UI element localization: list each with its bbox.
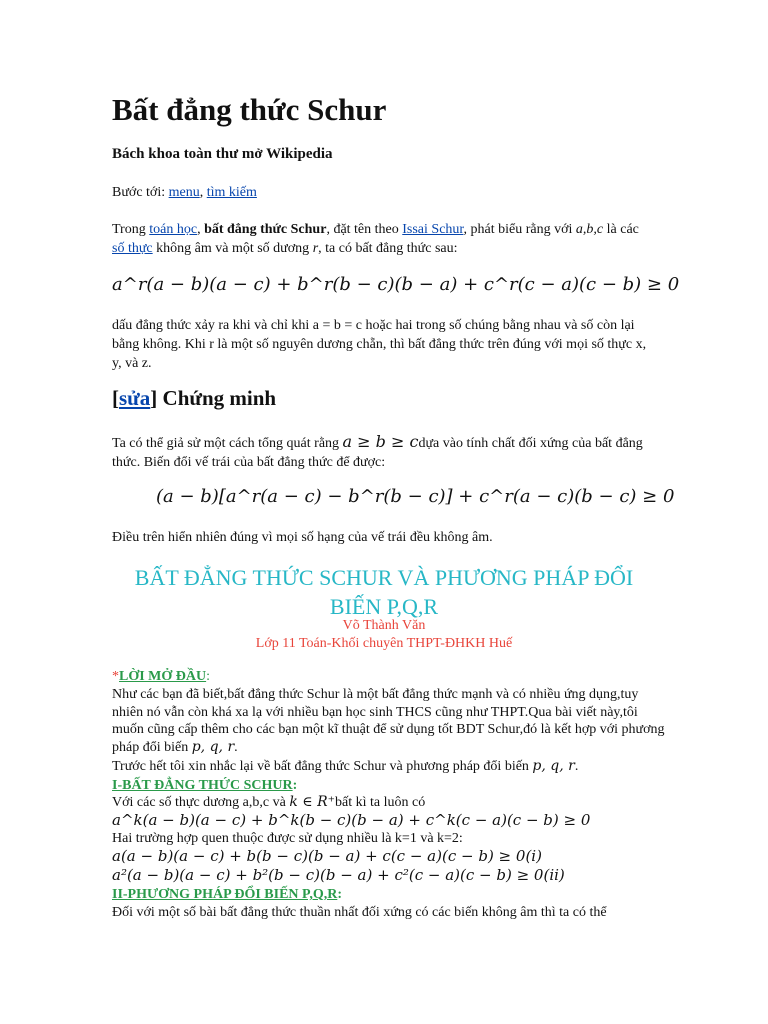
menu-link[interactable]: menu <box>168 185 200 200</box>
heading-pqr-text: II-PHƯƠNG PHÁP ĐỔI BIẾN P,Q,R <box>112 887 338 902</box>
heading-schur-text: I-BẤT ĐẲNG THỨC SCHUR <box>112 778 293 793</box>
intro-paragraph <box>112 220 652 258</box>
heading-colon: : <box>337 887 342 902</box>
heading-pqr <box>112 886 672 904</box>
preface-star: * <box>112 669 119 684</box>
intro-text: , <box>197 222 205 237</box>
var-r: r <box>312 241 319 256</box>
real-number-link[interactable]: số thực <box>112 241 153 256</box>
proof-text: Ta có thể giả sử một cách tổng quát rằng <box>112 436 343 451</box>
preface-heading <box>112 668 672 686</box>
statement-text: Với các số thực dương a,b,c và <box>112 795 290 810</box>
paper-title-line2: BIẾN P,Q,R <box>329 594 439 619</box>
section-title: Chứng minh <box>162 386 277 410</box>
edit-bracket-close: ] <box>150 386 158 410</box>
paper-author: Võ Thành Văn <box>342 618 426 633</box>
intro-text: , đặt tên theo <box>326 222 403 237</box>
article-subtitle: Bách khoa toàn thư mở Wikipedia <box>112 146 333 162</box>
intro-text: , phát biểu rằng với <box>463 222 576 237</box>
heading-schur <box>112 777 672 795</box>
intro-text: không âm và một số dương <box>152 241 313 256</box>
equation-i: a(a − b)(a − c) + b(b − c)(b − a) + c(c − a)(c − b) ≥ 0(i) <box>112 847 542 865</box>
statement-line <box>112 794 672 812</box>
equality-note: dấu đẳng thức xảy ra khi và chỉ khi a = b = c hoặc hai trong số chúng bằng nhau và số còn lại bằng không. Khi r là một số nguyên dương chẵn, thì bất đẳng thức trên đúng với mọi số thực x, y, và z. <box>112 318 647 371</box>
search-link[interactable]: tìm kiếm <box>206 185 257 200</box>
edit-bracket-open: [ <box>112 386 119 410</box>
issai-schur-link[interactable]: Issai Schur <box>402 222 464 237</box>
nav-prefix: Bước tới: <box>112 185 169 200</box>
equation-ii: a²(a − b)(a − c) + b²(b − c)(b − a) + c²(c − a)(c − b) ≥ 0(ii) <box>112 866 565 884</box>
preface-paragraph <box>112 686 672 756</box>
intro-text: Trong <box>112 222 150 237</box>
proof-conclusion: Điều trên hiển nhiên đúng vì mọi số hạng của vế trái đều không âm. <box>112 530 493 545</box>
article-title: Bất đẳng thức Schur <box>112 92 387 127</box>
preface-colon: : <box>206 669 211 684</box>
recall-text: Trước hết tôi xin nhắc lại về bất đẳng thức Schur và phương pháp đổi biến <box>112 759 533 774</box>
pqr-math: p, q, r <box>191 738 235 755</box>
last-paragraph: Đối với một số bài bất đẳng thức thuần nhất đối xứng có các biến không âm thì ta có thể <box>112 905 607 920</box>
paper-affiliation: Lớp 11 Toán-Khối chuyên THPT-ĐHKH Huế <box>255 636 513 651</box>
proof-paragraph <box>112 432 652 472</box>
recall-paragraph <box>112 758 672 776</box>
schur-inequality-formula: a^r(a − b)(a − c) + b^r(b − c)(b − a) + c^r(c − a)(c − b) ≥ 0 <box>112 274 680 295</box>
statement-math: k ∈ R⁺ <box>289 794 336 810</box>
preface-end: . <box>234 739 238 755</box>
intro-text: là các <box>603 222 639 237</box>
jump-to-nav <box>112 185 257 201</box>
statement-end: bất kì ta luôn có <box>335 795 426 810</box>
paper-title-line1: BẤT ĐẲNG THỨC SCHUR VÀ PHƯƠNG PHÁP ĐỔI <box>134 565 634 590</box>
vars-abc: a,b,c <box>575 222 604 237</box>
intro-text: , ta có bất đẳng thức sau: <box>318 241 458 256</box>
nav-separator: , <box>199 185 207 200</box>
term-bold: bất đẳng thức Schur <box>204 222 327 237</box>
recall-end: . <box>574 759 579 774</box>
proof-text: dựa vào tính chất đối xứng của bất đẳng thức. Biến đổi vế trái của bất đẳng thức để được: <box>112 436 643 470</box>
heading-colon: : <box>292 778 298 793</box>
preface-heading-text: LỜI MỞ ĐẦU <box>119 669 207 684</box>
preface-text: Như các bạn đã biết,bất đẳng thức Schur là một bất đẳng thức mạnh và có nhiều ứng dụng,tuy nhiên nó vẫn còn khá xa lạ với nhiều bạn học sinh THCS cũng như THPT.Qua bài viết này,tôi muốn cũng cấp thêm cho các bạn một kĩ thuật để sử dụng tốt BDT Schur,đó là kết hợp với phương pháp đổi biến <box>112 687 665 755</box>
proof-inline-math: a ≥ b ≥ c <box>342 432 419 451</box>
pqr-math: p, q, r <box>532 758 575 774</box>
edit-section-link[interactable]: sửa <box>119 386 151 410</box>
proof-formula: (a − b)[a^r(a − c) − b^r(b − c)] + c^r(a − c)(b − c) ≥ 0 <box>156 486 675 507</box>
math-link[interactable]: toán học <box>149 222 198 237</box>
general-schur-equation: a^k(a − b)(a − c) + b^k(b − c)(b − a) + c^k(c − a)(c − b) ≥ 0 <box>112 811 591 829</box>
cases-text: Hai trường hợp quen thuộc được sử dụng nhiều là k=1 và k=2: <box>112 831 463 846</box>
section-heading <box>112 386 276 411</box>
